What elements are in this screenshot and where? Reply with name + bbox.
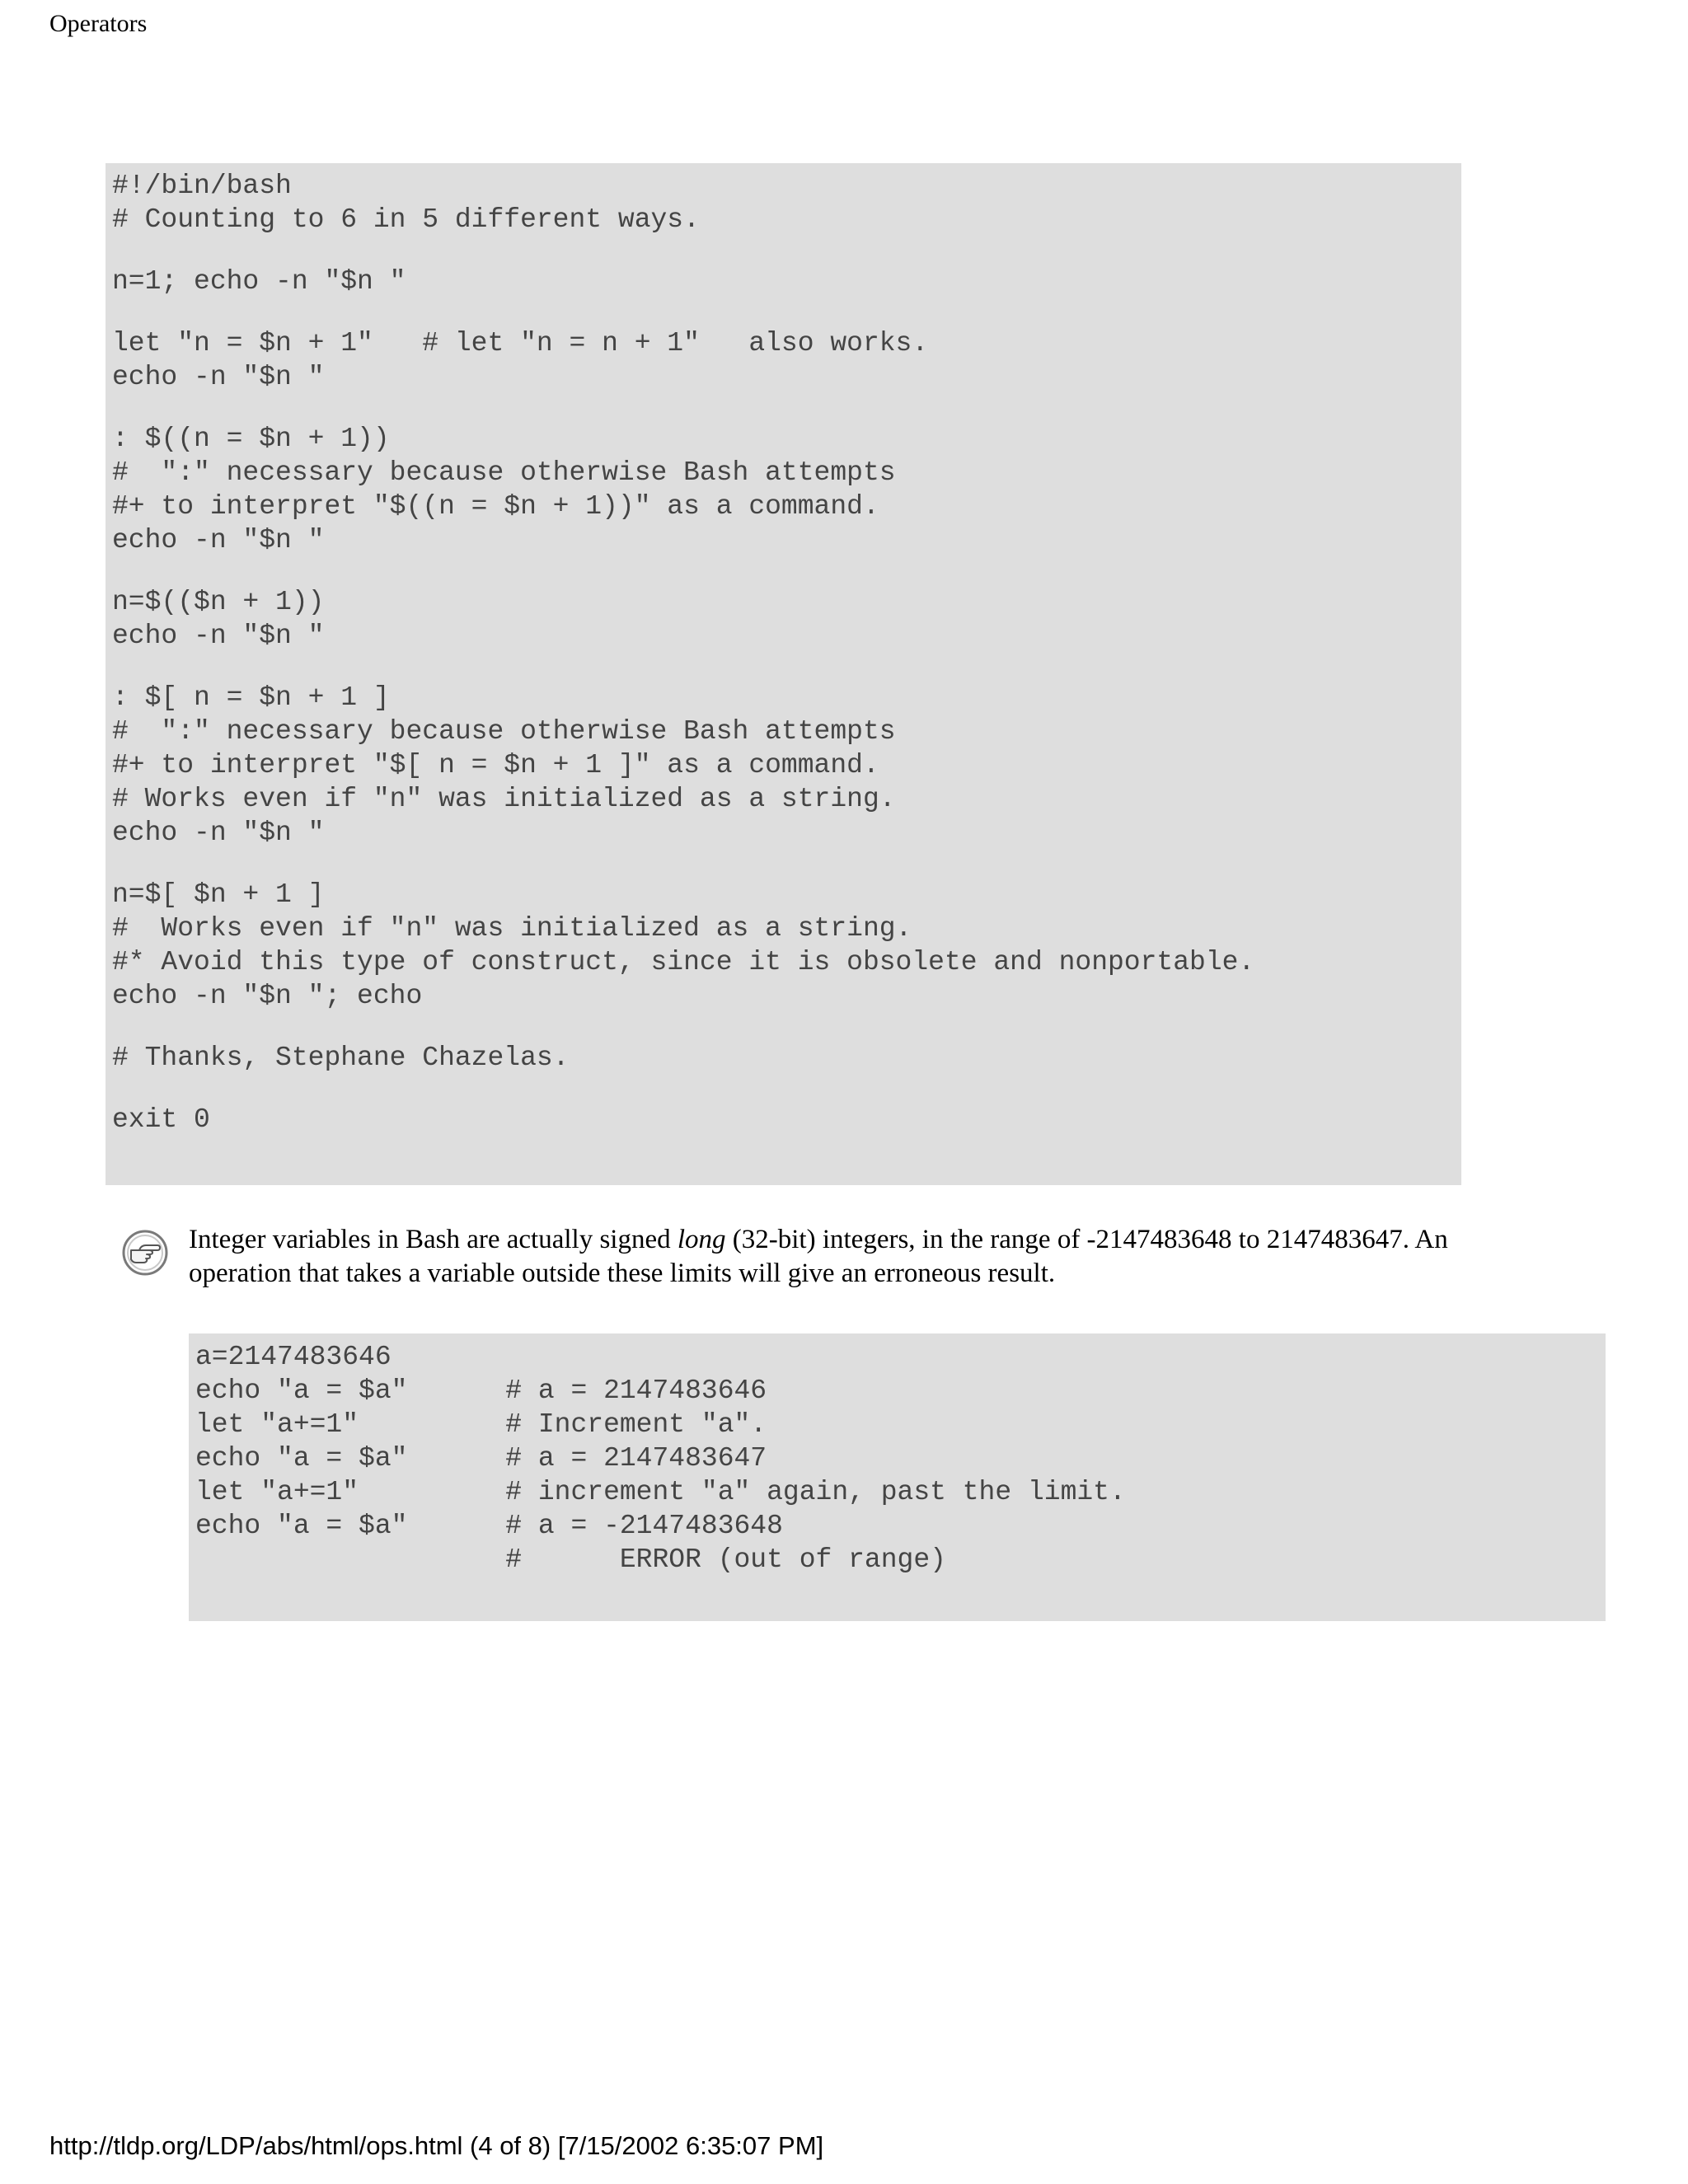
note-paragraph bbox=[189, 1223, 1540, 1291]
code-line: #!/bin/bash bbox=[112, 171, 292, 201]
code-line: echo -n "$n " bbox=[112, 818, 325, 848]
code-line: #+ to interpret "$[ n = $n + 1 ]" as a command. bbox=[112, 750, 879, 780]
code-blank-line bbox=[112, 1075, 1455, 1103]
code-line: echo "a = $a" # a = -2147483648 bbox=[195, 1511, 783, 1541]
code-line: # ":" necessary because otherwise Bash attempts bbox=[112, 457, 896, 488]
code-line: echo "a = $a" # a = 2147483647 bbox=[195, 1443, 767, 1474]
note-text-emphasis: long bbox=[677, 1225, 726, 1254]
page-footer-url: http://tldp.org/LDP/abs/html/ops.html (4 of 8) [7/15/2002 6:35:07 PM] bbox=[49, 2131, 824, 2160]
code-blank-line bbox=[112, 298, 1455, 326]
code-blank-line bbox=[112, 557, 1455, 585]
code-line: let "a+=1" # Increment "a". bbox=[195, 1409, 767, 1440]
code-line: : $((n = $n + 1)) bbox=[112, 424, 390, 454]
page-header-title: Operators bbox=[49, 10, 148, 37]
code-example-counting bbox=[106, 163, 1461, 1185]
code-blank-line bbox=[112, 850, 1455, 878]
code-line: n=1; echo -n "$n " bbox=[112, 266, 406, 297]
code-line: # Counting to 6 in 5 different ways. bbox=[112, 204, 700, 235]
code-line: a=2147483646 bbox=[195, 1342, 392, 1372]
code-line: echo -n "$n " bbox=[112, 525, 325, 555]
code-blank-line bbox=[112, 1013, 1455, 1041]
code-line: n=$(($n + 1)) bbox=[112, 587, 325, 617]
code-line: echo -n "$n " bbox=[112, 621, 325, 651]
code-line: # Thanks, Stephane Chazelas. bbox=[112, 1043, 570, 1073]
code-blank-line bbox=[112, 653, 1455, 681]
code-line: let "n = $n + 1" # let "n = n + 1" also works. bbox=[112, 328, 929, 359]
code-blank-line bbox=[112, 394, 1455, 422]
note-text-start: Integer variables in Bash are actually signed bbox=[189, 1225, 678, 1254]
code-line: n=$[ $n + 1 ] bbox=[112, 879, 325, 910]
code-blank-line bbox=[112, 237, 1455, 265]
code-line: #* Avoid this type of construct, since it is obsolete and nonportable. bbox=[112, 947, 1255, 977]
note-hand-icon bbox=[121, 1229, 169, 1277]
code-line: let "a+=1" # increment "a" again, past the limit. bbox=[195, 1477, 1126, 1507]
code-line: echo -n "$n "; echo bbox=[112, 981, 423, 1011]
code-line: echo "a = $a" # a = 2147483646 bbox=[195, 1376, 767, 1406]
code-line: # Works even if "n" was initialized as a string. bbox=[112, 913, 912, 944]
code-line: : $[ n = $n + 1 ] bbox=[112, 682, 390, 713]
code-line: exit 0 bbox=[112, 1104, 210, 1135]
code-line: # ":" necessary because otherwise Bash attempts bbox=[112, 716, 896, 747]
code-line: # Works even if "n" was initialized as a string. bbox=[112, 784, 896, 814]
code-line: # ERROR (out of range) bbox=[195, 1544, 946, 1575]
code-line: echo -n "$n " bbox=[112, 362, 325, 392]
code-line: #+ to interpret "$((n = $n + 1))" as a command. bbox=[112, 491, 879, 522]
note-text-end: (32-bit) integers, in the range of -2147483648 to 2147483647. An operation that takes a variable outside these limits will give an erroneous result. bbox=[189, 1225, 1448, 1288]
code-example-overflow bbox=[189, 1333, 1606, 1621]
